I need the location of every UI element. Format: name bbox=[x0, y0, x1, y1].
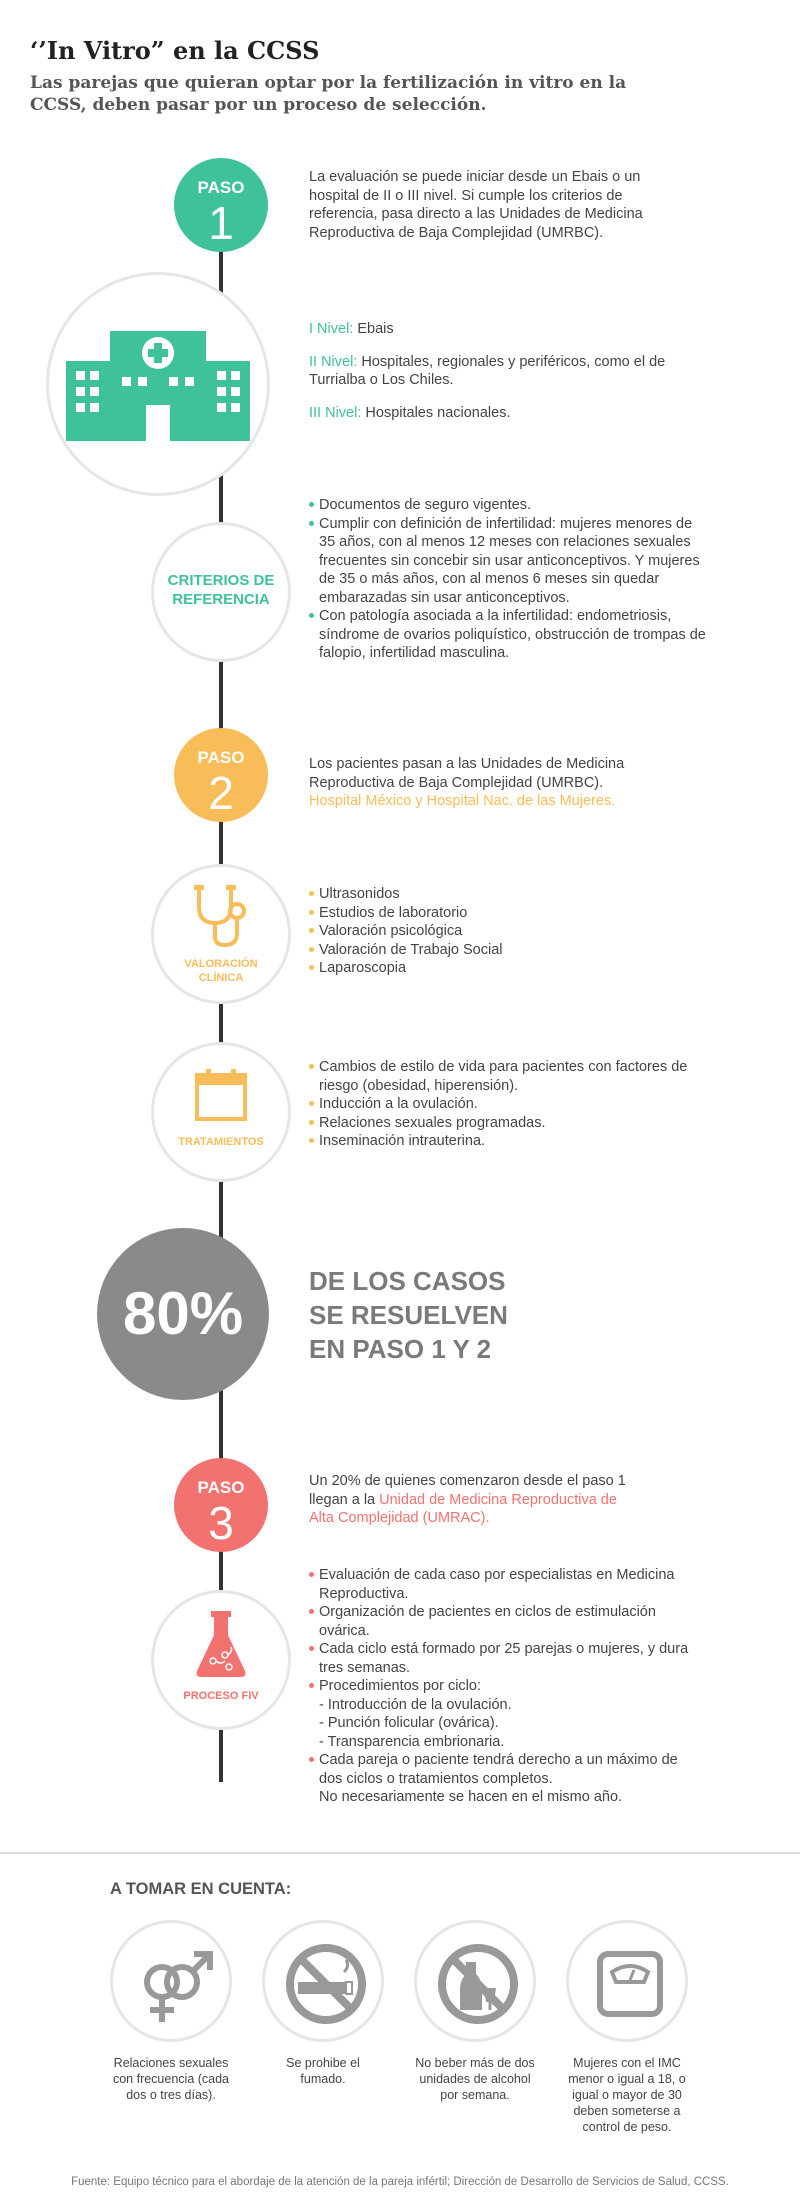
tip-caption: No beber más de dos unidades de alcohol por semana. bbox=[415, 2056, 535, 2102]
step-2-desc: Los pacientes pasan a las Unidades de Medicina Reproductiva de Baja Complejidad (UMRBC). bbox=[309, 756, 625, 791]
valoracion-ring bbox=[151, 864, 291, 1004]
valoracion-item: Ultrasonidos bbox=[309, 885, 689, 904]
scale-icon bbox=[588, 1942, 672, 2026]
hospital-ring bbox=[46, 272, 270, 496]
step-1-number: 1 bbox=[208, 197, 234, 249]
step-3-text bbox=[309, 1472, 639, 1528]
level-2-desc: Hospitales, regionales y periféricos, como el de Turrialba o Los Chiles. bbox=[309, 353, 666, 388]
fiv-item bbox=[309, 1751, 699, 1807]
source-note: Fuente: Equipo técnico para el abordaje de la atención de la pareja infértil; Dirección de Desarrollo de Servicios de Salud, CCSS. bbox=[71, 2176, 729, 2188]
tomar-title: A TOMAR EN CUENTA: bbox=[110, 1880, 292, 1898]
step-3-desc: Un 20% de quienes comenzaron desde el paso 1 llegan a la bbox=[309, 1473, 626, 1508]
gender-symbols-icon bbox=[132, 1942, 216, 2026]
step-3-badge bbox=[174, 1458, 268, 1552]
valoracion-item: Valoración psicológica bbox=[309, 922, 689, 941]
fiv-item: Organización de pacientes en ciclos de estimulación ovárica. bbox=[309, 1603, 699, 1640]
tip-caption: Relaciones sexuales con frecuencia (cada dos o tres días). bbox=[112, 2056, 230, 2102]
flask-icon bbox=[195, 1611, 247, 1677]
no-alcohol-icon bbox=[436, 1942, 520, 2026]
stat-80-text bbox=[309, 1264, 609, 1366]
tip-ring-4 bbox=[566, 1920, 688, 2042]
step-3-highlight: Unidad de Medicina Reproductiva de Alta Complejidad (UMRAC). bbox=[309, 1491, 617, 1526]
step-3-number: 3 bbox=[208, 1497, 234, 1549]
step-3-label: PASO bbox=[197, 1478, 245, 1497]
tratamientos-item: Cambios de estilo de vida para pacientes con factores de riesgo (obesidad, hiperensión). bbox=[309, 1058, 699, 1095]
stat-line-1: DE LOS CASOS bbox=[309, 1266, 506, 1296]
level-3 bbox=[309, 404, 699, 423]
fiv-subitem: - Transparencia embrionaria. bbox=[319, 1733, 505, 1750]
level-1-label: I Nivel: bbox=[309, 321, 354, 337]
valoracion-list bbox=[309, 885, 689, 978]
valoracion-label: VALORACIÓN CLÍNICA bbox=[184, 958, 258, 984]
level-3-label: III Nivel: bbox=[309, 404, 362, 421]
page-title: ‘’In Vitro” en la CCSS bbox=[30, 36, 320, 65]
fiv-subitem: - Punción folicular (ovárica). bbox=[319, 1715, 499, 1731]
fiv-item: Evaluación de cada caso por especialistas en Medicina Reproductiva. bbox=[309, 1566, 699, 1603]
criteria-list bbox=[309, 496, 709, 663]
step-2-label: PASO bbox=[197, 748, 245, 767]
fiv-subitem: - Introducción de la ovulación. bbox=[319, 1696, 512, 1713]
tip-caption: Mujeres con el IMC menor o igual a 18, o igual o mayor de 30 deben someterse a control de peso. bbox=[568, 2056, 686, 2134]
tip-ring-2 bbox=[262, 1920, 384, 2042]
stat-line-2: SE RESUELVEN bbox=[309, 1300, 508, 1330]
no-smoking-icon bbox=[284, 1942, 368, 2026]
step-2-badge bbox=[174, 728, 268, 822]
hospital-icon bbox=[66, 331, 250, 441]
stethoscope-icon bbox=[191, 883, 251, 949]
tip-ring-1 bbox=[110, 1920, 232, 2042]
tip-caption: Se prohibe el fumado. bbox=[286, 2056, 360, 2086]
tratamientos-item: Relaciones sexuales programadas. bbox=[309, 1114, 699, 1133]
step-2-number: 2 bbox=[208, 767, 234, 819]
level-3-desc: Hospitales nacionales. bbox=[361, 404, 511, 421]
fiv-item bbox=[309, 1677, 699, 1751]
fiv-item-5: Cada pareja o paciente tendrá derecho a un máximo de dos ciclos o tratamientos completos. bbox=[319, 1752, 678, 1787]
section-divider bbox=[0, 1852, 800, 1854]
fiv-label: PROCESO FIV bbox=[183, 1690, 259, 1702]
fiv-list bbox=[309, 1566, 699, 1807]
criteria-ring bbox=[151, 522, 291, 662]
criteria-label: CRITERIOS DE REFERENCIA bbox=[167, 572, 275, 608]
levels-text bbox=[309, 320, 699, 436]
fiv-item: Cada ciclo está formado por 25 parejas o mujeres, y dura tres semanas. bbox=[309, 1640, 699, 1677]
fiv-item-4: Procedimientos por ciclo: bbox=[319, 1678, 481, 1694]
tratamientos-item: Inducción a la ovulación. bbox=[309, 1095, 699, 1114]
level-2-label: II Nivel: bbox=[309, 353, 358, 370]
criteria-item: Con patología asociada a la infertilidad: endometriosis, síndrome de ovarios poliquístico, obstrucción de trompas de falopio, infertilidad masculina. bbox=[309, 607, 709, 663]
stat-line-3: EN PASO 1 Y 2 bbox=[309, 1334, 492, 1364]
tratamientos-label: TRATAMIENTOS bbox=[178, 1136, 264, 1148]
tratamientos-ring bbox=[151, 1042, 291, 1182]
step-2-text bbox=[309, 755, 669, 811]
level-1-desc: Ebais bbox=[353, 321, 394, 337]
page-subtitle: Las parejas que quieran optar por la fertilización in vitro en la CCSS, deben pasar por un proceso de selección. bbox=[30, 73, 627, 115]
fiv-ring bbox=[151, 1590, 291, 1730]
stat-80-circle: 80% bbox=[97, 1228, 269, 1400]
step-1-text: La evaluación se puede iniciar desde un Ebais o un hospital de II o III nivel. Si cumple los criterios de referencia, pasa directo a las Unidades de Medicina Reproductiva de Baja Complejidad (UMRBC). bbox=[309, 169, 643, 241]
step-2-highlight: Hospital México y Hospital Nac. de las Mujeres. bbox=[309, 793, 616, 809]
valoracion-item: Valoración de Trabajo Social bbox=[309, 941, 689, 960]
fiv-item-5b: No necesariamente se hacen en el mismo año. bbox=[319, 1789, 623, 1805]
tip-ring-3 bbox=[414, 1920, 536, 2042]
step-1-label: PASO bbox=[197, 178, 245, 197]
tratamientos-item: Inseminación intrauterina. bbox=[309, 1132, 699, 1151]
step-1-badge bbox=[174, 158, 268, 252]
level-2 bbox=[309, 353, 699, 390]
level-1 bbox=[309, 320, 699, 339]
valoracion-item: Estudios de laboratorio bbox=[309, 904, 689, 923]
calendar-icon bbox=[193, 1067, 249, 1123]
criteria-item: Documentos de seguro vigentes. bbox=[309, 496, 709, 515]
valoracion-item: Laparoscopia bbox=[309, 959, 689, 978]
criteria-item: Cumplir con definición de infertilidad: mujeres menores de 35 años, con al menos 12 meses con relaciones sexuales frecuentes sin concebir sin usar anticonceptivos. Y mujeres de 35 o más años, con al menos 6 meses sin quedar embarazadas sin usar anticonceptivos. bbox=[309, 515, 709, 608]
tratamientos-list bbox=[309, 1058, 699, 1151]
